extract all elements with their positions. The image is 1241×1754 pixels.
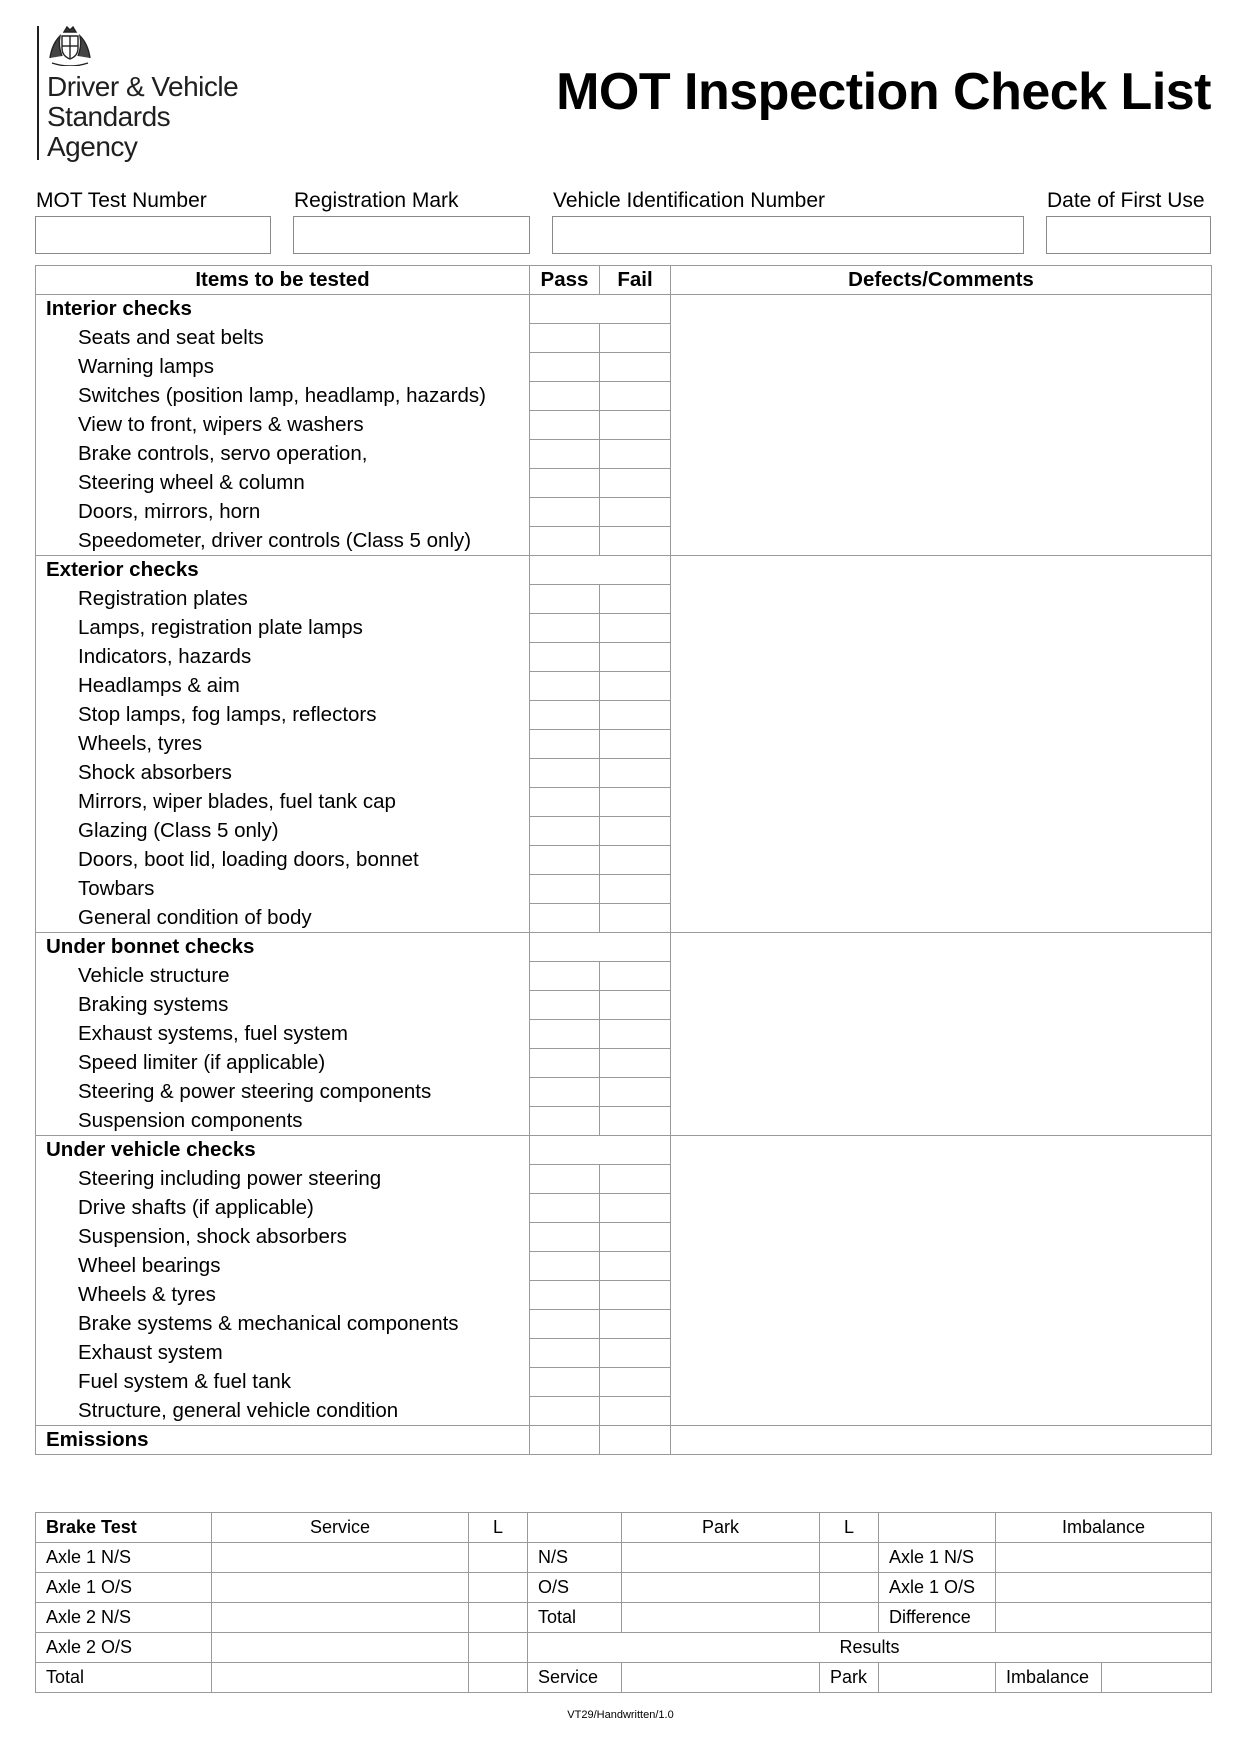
- pass-cell[interactable]: [530, 440, 600, 469]
- service-value[interactable]: [212, 1603, 469, 1633]
- brake-cell: [528, 1513, 622, 1543]
- pass-cell[interactable]: [530, 1194, 600, 1223]
- check-item: Drive shafts (if applicable): [36, 1194, 530, 1223]
- park-l-value[interactable]: [820, 1603, 879, 1633]
- fail-cell[interactable]: [600, 1281, 671, 1310]
- check-item: Warning lamps: [36, 353, 530, 382]
- agency-line: Driver & Vehicle: [47, 71, 239, 102]
- section-row: [36, 556, 1212, 585]
- results-label: Results: [528, 1633, 1212, 1663]
- service-l-value[interactable]: [469, 1543, 528, 1573]
- section-blank-cell: [530, 933, 671, 962]
- section-row: [36, 295, 1212, 324]
- section-title-exterior: Exterior checks: [36, 556, 530, 585]
- section-title-under-vehicle: Under vehicle checks: [36, 1136, 530, 1165]
- table-row: [36, 1543, 1212, 1573]
- pass-cell[interactable]: [530, 701, 600, 730]
- service-l-value[interactable]: [469, 1633, 528, 1663]
- check-item: Towbars: [36, 875, 530, 904]
- section-row: [36, 1136, 1212, 1165]
- check-item: Structure, general vehicle condition: [36, 1397, 530, 1426]
- check-item: Steering including power steering: [36, 1165, 530, 1194]
- check-item: Stop lamps, fog lamps, reflectors: [36, 701, 530, 730]
- vin-field[interactable]: [552, 216, 1024, 254]
- check-item: Suspension, shock absorbers: [36, 1223, 530, 1252]
- check-item: Wheel bearings: [36, 1252, 530, 1281]
- result-imbalance-value[interactable]: [1102, 1663, 1212, 1693]
- fail-cell[interactable]: [600, 1020, 671, 1049]
- pass-cell[interactable]: [530, 1049, 600, 1078]
- fail-cell[interactable]: [600, 788, 671, 817]
- check-item: Shock absorbers: [36, 759, 530, 788]
- table-row: [36, 1663, 1212, 1693]
- service-l-value[interactable]: [469, 1603, 528, 1633]
- pass-cell[interactable]: [530, 730, 600, 759]
- check-item: Brake systems & mechanical components: [36, 1310, 530, 1339]
- park-row-label: N/S: [528, 1543, 622, 1573]
- mot-test-number-label: MOT Test Number: [36, 189, 207, 212]
- pass-cell[interactable]: [530, 1165, 600, 1194]
- check-item: Speedometer, driver controls (Class 5 only): [36, 527, 530, 556]
- comments-emissions[interactable]: [671, 1426, 1212, 1455]
- pass-cell[interactable]: [530, 527, 600, 556]
- fail-cell[interactable]: [600, 440, 671, 469]
- fail-cell[interactable]: [600, 469, 671, 498]
- pass-cell[interactable]: [530, 875, 600, 904]
- pass-cell[interactable]: [530, 1310, 600, 1339]
- pass-cell[interactable]: [530, 498, 600, 527]
- imbalance-value[interactable]: [996, 1573, 1212, 1603]
- fail-cell[interactable]: [600, 962, 671, 991]
- service-l-value[interactable]: [469, 1573, 528, 1603]
- comments-under-vehicle[interactable]: [671, 1136, 1212, 1426]
- section-blank-cell: [530, 295, 671, 324]
- check-item: Seats and seat belts: [36, 324, 530, 353]
- pass-cell[interactable]: [530, 759, 600, 788]
- pass-cell[interactable]: [530, 962, 600, 991]
- brake-row-label: Axle 1 N/S: [36, 1543, 212, 1573]
- fail-cell[interactable]: [600, 1107, 671, 1136]
- pass-cell[interactable]: [530, 585, 600, 614]
- fail-cell[interactable]: [600, 411, 671, 440]
- brake-row-label: Total: [36, 1663, 212, 1693]
- check-item: Headlamps & aim: [36, 672, 530, 701]
- fail-cell[interactable]: [600, 1049, 671, 1078]
- park-l-value[interactable]: [820, 1573, 879, 1603]
- pass-cell[interactable]: [530, 1107, 600, 1136]
- inspection-checklist-table: [35, 265, 1212, 1455]
- park-row-label: Total: [528, 1603, 622, 1633]
- imbalance-value[interactable]: [996, 1543, 1212, 1573]
- date-first-use-field[interactable]: [1046, 216, 1211, 254]
- check-item: Brake controls, servo operation,: [36, 440, 530, 469]
- brake-row-label: Axle 1 O/S: [36, 1573, 212, 1603]
- registration-mark-field[interactable]: [293, 216, 530, 254]
- imbalance-row-label: Axle 1 N/S: [879, 1543, 996, 1573]
- fail-cell[interactable]: [600, 759, 671, 788]
- pass-cell[interactable]: [530, 1281, 600, 1310]
- park-value[interactable]: [622, 1573, 820, 1603]
- pass-cell[interactable]: [530, 324, 600, 353]
- fail-cell[interactable]: [600, 991, 671, 1020]
- fail-cell[interactable]: [600, 527, 671, 556]
- fail-cell[interactable]: [600, 498, 671, 527]
- service-value[interactable]: [212, 1663, 469, 1693]
- check-item: Braking systems: [36, 991, 530, 1020]
- fail-cell[interactable]: [600, 1223, 671, 1252]
- service-l-value[interactable]: [469, 1663, 528, 1693]
- pass-cell[interactable]: [530, 469, 600, 498]
- fail-cell[interactable]: [600, 904, 671, 933]
- items-header: Items to be tested: [36, 266, 530, 295]
- check-item: Glazing (Class 5 only): [36, 817, 530, 846]
- fail-cell[interactable]: [600, 846, 671, 875]
- fail-cell[interactable]: [600, 324, 671, 353]
- pass-cell[interactable]: [530, 788, 600, 817]
- agency-line: Standards: [47, 101, 171, 132]
- pass-cell[interactable]: [530, 1339, 600, 1368]
- fail-cell[interactable]: [600, 585, 671, 614]
- result-park-label: Park: [820, 1663, 879, 1693]
- pass-cell[interactable]: [530, 411, 600, 440]
- mot-test-number-field[interactable]: [35, 216, 271, 254]
- table-header-row: [36, 266, 1212, 295]
- check-item: Lamps, registration plate lamps: [36, 614, 530, 643]
- section-title-interior: Interior checks: [36, 295, 530, 324]
- comments-exterior[interactable]: [671, 556, 1212, 933]
- comments-header: Defects/Comments: [671, 266, 1212, 295]
- pass-cell[interactable]: [530, 382, 600, 411]
- fail-cell[interactable]: [600, 614, 671, 643]
- check-item: Steering wheel & column: [36, 469, 530, 498]
- result-service-value[interactable]: [622, 1663, 820, 1693]
- pass-cell[interactable]: [530, 1252, 600, 1281]
- fail-cell[interactable]: [600, 1194, 671, 1223]
- royal-crest-icon: [44, 24, 96, 66]
- service-value[interactable]: [212, 1633, 469, 1663]
- brake-row-label: Axle 2 O/S: [36, 1633, 212, 1663]
- fail-cell[interactable]: [600, 353, 671, 382]
- check-item: Wheels, tyres: [36, 730, 530, 759]
- brake-row-label: Axle 2 N/S: [36, 1603, 212, 1633]
- registration-mark-label: Registration Mark: [294, 189, 459, 212]
- park-l-header: L: [820, 1513, 879, 1543]
- agency-line: Agency: [47, 131, 138, 162]
- comments-under-bonnet[interactable]: [671, 933, 1212, 1136]
- park-value[interactable]: [622, 1543, 820, 1573]
- pass-cell[interactable]: [530, 1078, 600, 1107]
- pass-header: Pass: [530, 266, 600, 295]
- imbalance-header: Imbalance: [996, 1513, 1212, 1543]
- brake-test-title: Brake Test: [36, 1513, 212, 1543]
- fail-cell[interactable]: [600, 1078, 671, 1107]
- check-item: Indicators, hazards: [36, 643, 530, 672]
- vin-label: Vehicle Identification Number: [553, 189, 825, 212]
- form-reference: VT29/Handwritten/1.0: [567, 1709, 674, 1721]
- section-title-under-bonnet: Under bonnet checks: [36, 933, 530, 962]
- pass-cell[interactable]: [530, 846, 600, 875]
- pass-cell[interactable]: [530, 1397, 600, 1426]
- check-item: Switches (position lamp, headlamp, hazards): [36, 382, 530, 411]
- pass-cell[interactable]: [530, 672, 600, 701]
- pass-cell[interactable]: [530, 353, 600, 382]
- pass-cell[interactable]: [530, 1223, 600, 1252]
- comments-interior[interactable]: [671, 295, 1212, 556]
- fail-cell[interactable]: [600, 643, 671, 672]
- check-item: Exhaust systems, fuel system: [36, 1020, 530, 1049]
- pass-cell[interactable]: [530, 1426, 600, 1455]
- pass-cell[interactable]: [530, 1368, 600, 1397]
- check-item: View to front, wipers & washers: [36, 411, 530, 440]
- imbalance-row-label: Axle 1 O/S: [879, 1573, 996, 1603]
- date-first-use-label: Date of First Use: [1047, 189, 1205, 212]
- imbalance-value[interactable]: [996, 1603, 1212, 1633]
- service-value[interactable]: [212, 1543, 469, 1573]
- section-blank-cell: [530, 556, 671, 585]
- service-value[interactable]: [212, 1573, 469, 1603]
- fail-cell[interactable]: [600, 730, 671, 759]
- check-item: Steering & power steering components: [36, 1078, 530, 1107]
- result-service-label: Service: [528, 1663, 622, 1693]
- fail-header: Fail: [600, 266, 671, 295]
- pass-cell[interactable]: [530, 817, 600, 846]
- pass-cell[interactable]: [530, 991, 600, 1020]
- section-row: [36, 933, 1212, 962]
- logo-divider: [37, 26, 39, 160]
- pass-cell[interactable]: [530, 1020, 600, 1049]
- fail-cell[interactable]: [600, 672, 671, 701]
- agency-name: [47, 72, 238, 162]
- fail-cell[interactable]: [600, 1426, 671, 1455]
- table-row: [36, 1603, 1212, 1633]
- section-title-emissions: Emissions: [36, 1426, 530, 1455]
- park-value[interactable]: [622, 1603, 820, 1633]
- imbalance-row-label: Difference: [879, 1603, 996, 1633]
- service-l-header: L: [469, 1513, 528, 1543]
- pass-cell[interactable]: [530, 614, 600, 643]
- page-title: MOT Inspection Check List: [556, 63, 1211, 121]
- fail-cell[interactable]: [600, 1368, 671, 1397]
- check-item: Registration plates: [36, 585, 530, 614]
- fail-cell[interactable]: [600, 1397, 671, 1426]
- park-header: Park: [622, 1513, 820, 1543]
- check-item: Doors, boot lid, loading doors, bonnet: [36, 846, 530, 875]
- check-item: Speed limiter (if applicable): [36, 1049, 530, 1078]
- section-blank-cell: [530, 1136, 671, 1165]
- pass-cell[interactable]: [530, 904, 600, 933]
- check-item: Doors, mirrors, horn: [36, 498, 530, 527]
- result-imbalance-label: Imbalance: [996, 1663, 1102, 1693]
- brake-test-table: [35, 1512, 1212, 1693]
- emissions-row: [36, 1426, 1212, 1455]
- check-item: Vehicle structure: [36, 962, 530, 991]
- check-item: Wheels & tyres: [36, 1281, 530, 1310]
- brake-header-row: [36, 1513, 1212, 1543]
- fail-cell[interactable]: [600, 382, 671, 411]
- fail-cell[interactable]: [600, 1339, 671, 1368]
- check-item: Mirrors, wiper blades, fuel tank cap: [36, 788, 530, 817]
- fail-cell[interactable]: [600, 701, 671, 730]
- park-row-label: O/S: [528, 1573, 622, 1603]
- pass-cell[interactable]: [530, 643, 600, 672]
- result-park-value[interactable]: [879, 1663, 996, 1693]
- park-l-value[interactable]: [820, 1543, 879, 1573]
- table-row: [36, 1573, 1212, 1603]
- fail-cell[interactable]: [600, 1165, 671, 1194]
- check-item: Suspension components: [36, 1107, 530, 1136]
- fail-cell[interactable]: [600, 1252, 671, 1281]
- check-item: Exhaust system: [36, 1339, 530, 1368]
- brake-cell: [879, 1513, 996, 1543]
- fail-cell[interactable]: [600, 875, 671, 904]
- check-item: Fuel system & fuel tank: [36, 1368, 530, 1397]
- table-row: [36, 1633, 1212, 1663]
- fail-cell[interactable]: [600, 1310, 671, 1339]
- service-header: Service: [212, 1513, 469, 1543]
- check-item: General condition of body: [36, 904, 530, 933]
- fail-cell[interactable]: [600, 817, 671, 846]
